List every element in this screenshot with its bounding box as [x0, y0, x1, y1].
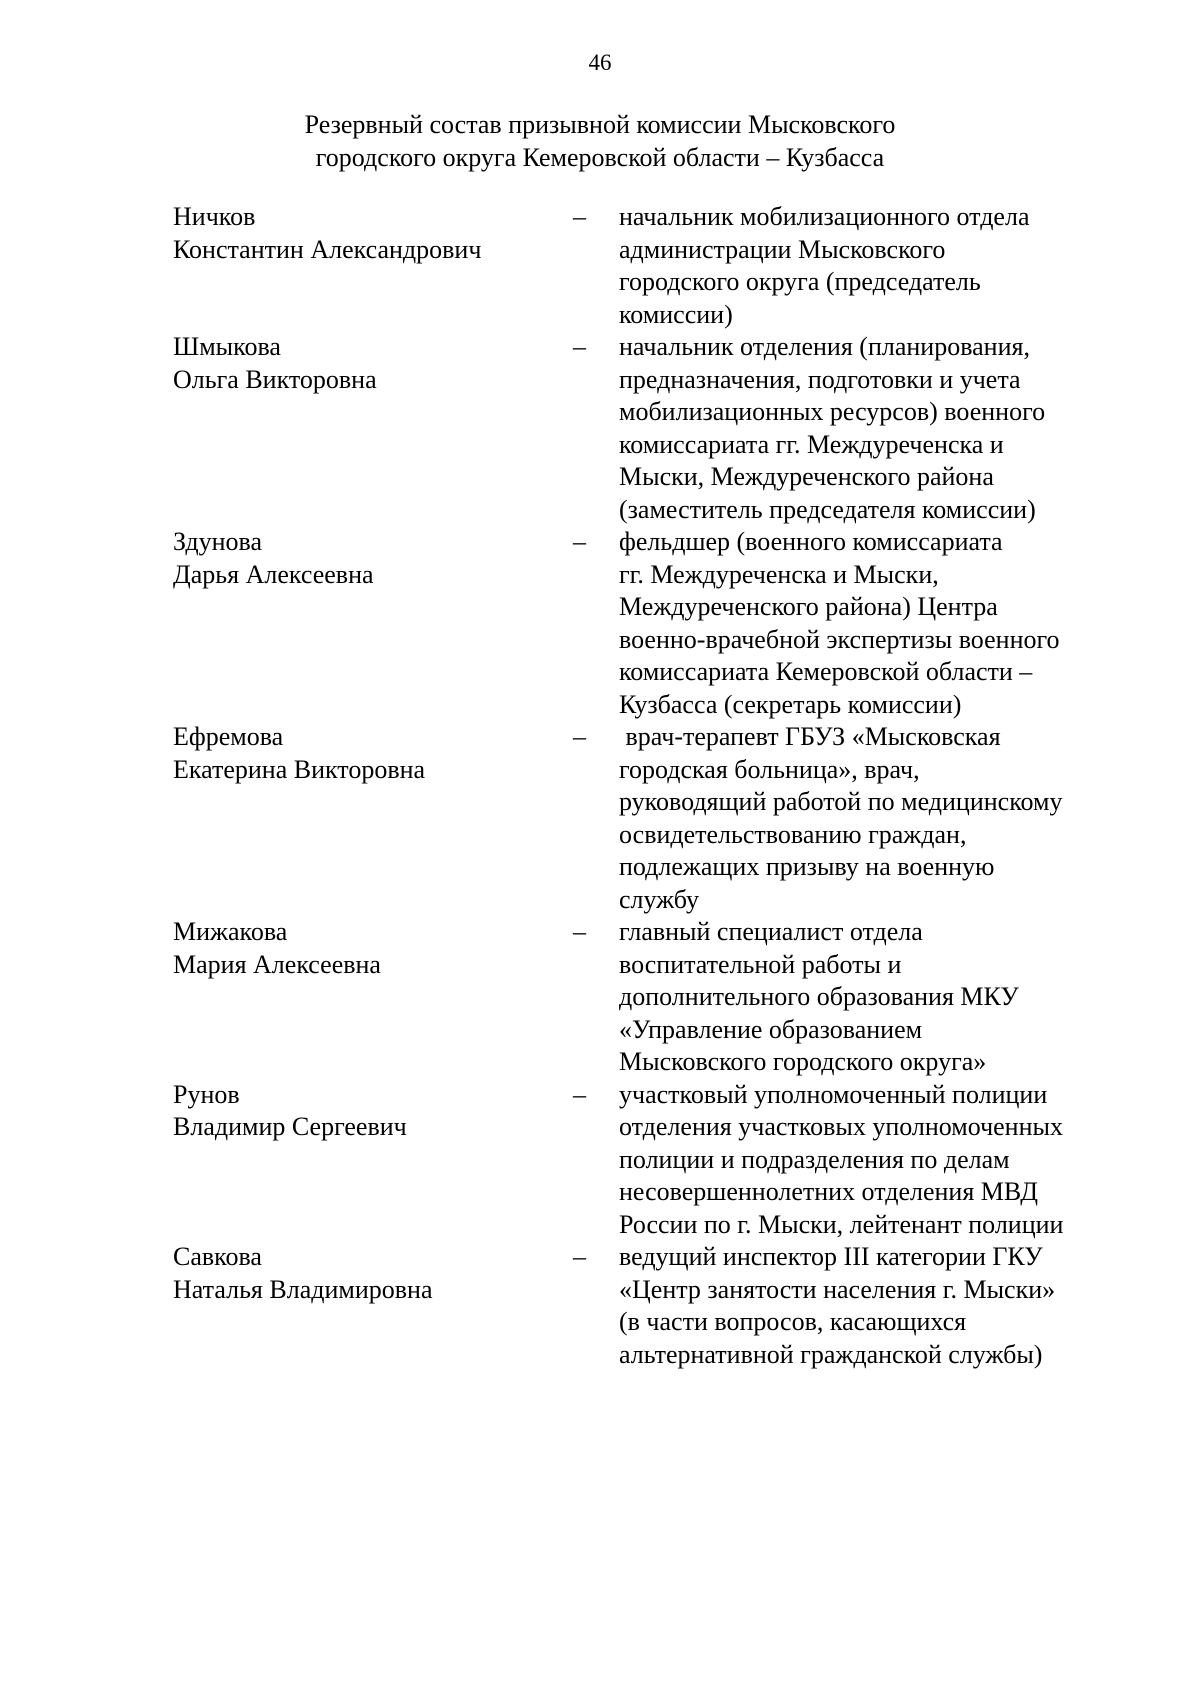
member-entry — [173, 201, 1133, 331]
role-line: (заместитель председателя комиссии) — [619, 494, 1036, 524]
member-surname: Савкова — [173, 1242, 262, 1271]
role-line: дополнительного образования МКУ — [619, 982, 1019, 1011]
role-line: военно-врачебной экспертизы военного — [619, 624, 1060, 654]
member-given-names: Мария Алексеевна — [173, 949, 381, 979]
member-name — [173, 1241, 573, 1306]
member-entry — [173, 1241, 1133, 1371]
member-entry — [173, 1079, 1133, 1242]
member-surname: Мижакова — [173, 917, 288, 946]
role-line: «Центр занятости населения г. Мыски» — [619, 1274, 1056, 1304]
role-line: комиссариата Кемеровской области – — [619, 657, 1033, 686]
role-line: Мысковского городского округа» — [619, 1047, 987, 1076]
role-line: начальник отделения (планирования, — [619, 332, 1030, 361]
title-line: Резервный состав призывной комиссии Мысковского — [304, 110, 896, 139]
member-given-names: Ольга Викторовна — [173, 364, 377, 394]
role-line: комиссариата гг. Междуреченска и — [619, 429, 1004, 459]
member-entry — [173, 916, 1133, 1079]
member-role — [619, 721, 1119, 916]
member-role — [619, 331, 1119, 526]
role-line: Мыски, Междуреченского района — [619, 462, 994, 491]
role-line: полиции и подразделения по делам — [619, 1144, 1010, 1174]
role-line: службу — [619, 884, 700, 914]
member-given-names: Екатерина Викторовна — [173, 754, 426, 784]
member-name — [173, 1079, 573, 1144]
role-line: начальник мобилизационного отдела — [619, 202, 1030, 231]
role-line: руководящий работой по медицинскому — [619, 787, 1063, 816]
member-given-names: Наталья Владимировна — [173, 1274, 433, 1304]
role-line: участковый уполномоченный полиции — [619, 1079, 1048, 1109]
member-name — [173, 201, 573, 266]
member-surname: Шмыкова — [173, 332, 281, 361]
role-line: предназначения, подготовки и учета — [619, 364, 1021, 394]
dash-separator: – — [573, 1079, 586, 1109]
role-line: России по г. Мыски, лейтенант полиции — [619, 1209, 1064, 1239]
member-role — [619, 201, 1119, 331]
document-title — [0, 108, 1200, 174]
member-surname: Ничков — [173, 202, 256, 231]
member-role — [619, 526, 1119, 721]
member-list — [173, 201, 1133, 1371]
role-line: городская больница», врач, — [619, 754, 920, 784]
role-line: врач-терапевт ГБУЗ «Мысковская — [619, 722, 1001, 751]
member-role — [619, 1079, 1119, 1242]
member-given-names: Владимир Сергеевич — [173, 1112, 407, 1141]
member-surname: Здунова — [173, 527, 262, 556]
member-role — [619, 1241, 1119, 1371]
member-role — [619, 916, 1119, 1079]
role-line: фельдшер (военного комиссариата — [619, 527, 1003, 556]
role-line: несовершеннолетних отделения МВД — [619, 1177, 1039, 1206]
dash-separator: – — [573, 332, 586, 361]
dash-separator: – — [573, 917, 586, 946]
page-number: 46 — [588, 50, 612, 75]
member-entry — [173, 526, 1133, 721]
member-given-names: Константин Александрович — [173, 234, 482, 264]
title-line: городского округа Кемеровской области – Кузбасса — [315, 143, 885, 172]
role-line: ведущий инспектор III категории ГКУ — [619, 1242, 1043, 1271]
role-line: воспитательной работы и — [619, 949, 902, 979]
dash-separator: – — [573, 202, 586, 231]
role-line: комиссии) — [619, 299, 733, 329]
role-line: Междуреченского района) Центра — [619, 592, 998, 621]
member-given-names: Дарья Алексеевна — [173, 559, 374, 589]
dash-separator: – — [573, 1242, 586, 1271]
role-line: главный специалист отдела — [619, 917, 923, 946]
member-name — [173, 721, 573, 786]
role-line: альтернативной гражданской службы) — [619, 1339, 1043, 1369]
role-line: городского округа (председатель — [619, 267, 981, 296]
role-line: освидетельствованию граждан, — [619, 819, 967, 849]
member-entry — [173, 331, 1133, 526]
dash-separator: – — [573, 722, 586, 751]
role-line: администрации Мысковского — [619, 234, 946, 264]
member-surname: Рунов — [173, 1079, 240, 1109]
dash-separator: – — [573, 527, 586, 556]
role-line: подлежащих призыву на военную — [619, 852, 995, 881]
role-line: мобилизационных ресурсов) военного — [619, 397, 1046, 426]
role-line: «Управление образованием — [619, 1014, 923, 1044]
role-line: (в части вопросов, касающихся — [619, 1307, 967, 1336]
member-name — [173, 526, 573, 591]
role-line: гг. Междуреченска и Мыски, — [619, 559, 939, 589]
role-line: отделения участковых уполномоченных — [619, 1112, 1063, 1141]
member-name — [173, 331, 573, 396]
member-entry — [173, 721, 1133, 916]
role-line: Кузбасса (секретарь комиссии) — [619, 689, 962, 719]
member-surname: Ефремова — [173, 722, 284, 751]
member-name — [173, 916, 573, 981]
